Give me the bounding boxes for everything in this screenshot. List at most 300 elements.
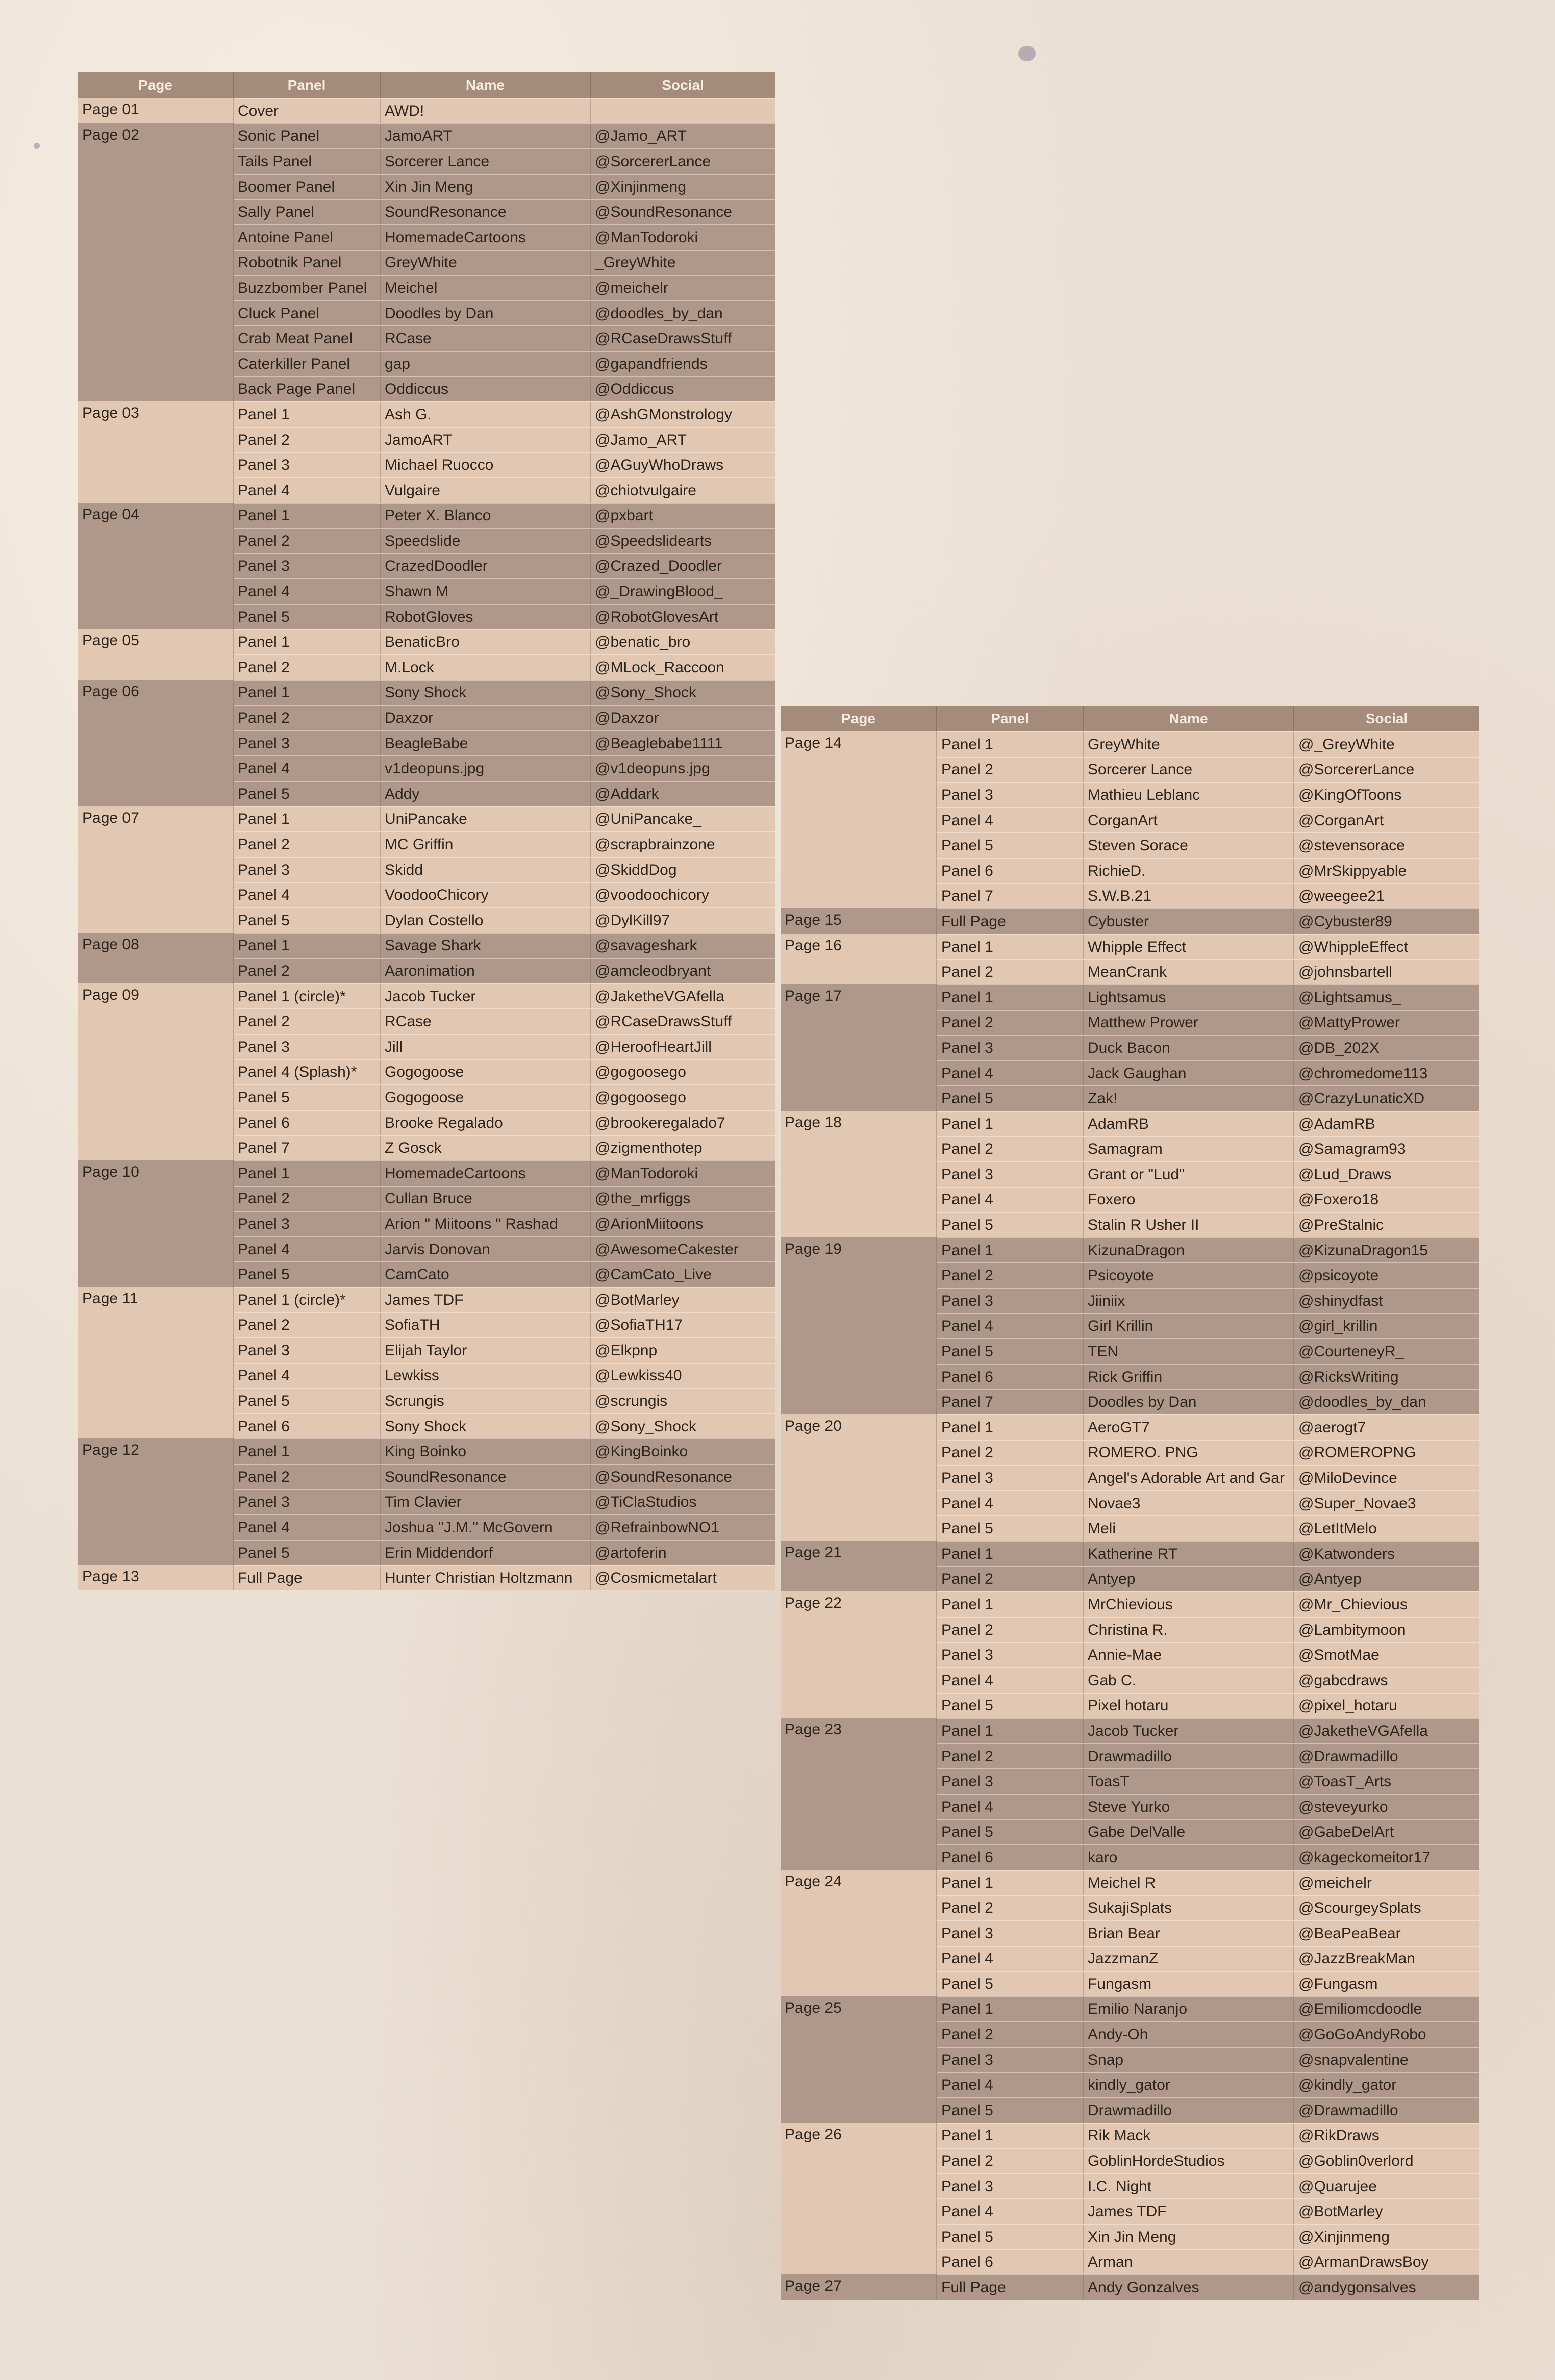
- table-row: [234, 325, 775, 351]
- social-cell: @JaketheVGAfella: [595, 988, 724, 1005]
- header-panel: Panel: [234, 72, 381, 98]
- table-row: [234, 907, 775, 933]
- name-cell: I.C. Night: [1084, 2174, 1294, 2199]
- table-row: [234, 933, 775, 958]
- panel-cell: Panel 4: [234, 478, 381, 503]
- name-cell: Katherine RT: [1084, 1542, 1294, 1566]
- table-row: [234, 882, 775, 907]
- panel-cell: Panel 5: [234, 1541, 381, 1565]
- panel-cell: Panel 4: [234, 579, 381, 604]
- social-cell: @ToasT_Arts: [1298, 1773, 1392, 1790]
- social-cell: @stevensorace: [1298, 837, 1405, 854]
- name-cell: Michael Ruocco: [381, 453, 591, 477]
- table-row: [234, 1186, 775, 1211]
- credits-table-right: [781, 706, 1479, 2300]
- name-cell: Sorcerer Lance: [1084, 758, 1294, 782]
- social-cell: @Oddiccus: [595, 381, 674, 398]
- panel-cell: Panel 1: [234, 1161, 381, 1186]
- name-cell: Doodles by Dan: [1084, 1390, 1294, 1414]
- table-row: [937, 1844, 1479, 1870]
- panel-cell: Panel 1: [234, 681, 381, 705]
- page-group: [78, 806, 775, 933]
- table-row: [937, 1971, 1479, 1996]
- panel-cell: Panel 1: [937, 1871, 1084, 1895]
- table-row: [234, 680, 775, 705]
- panel-cell: Caterkiller Panel: [234, 352, 381, 376]
- name-cell: RCase: [381, 1009, 591, 1034]
- panel-cell: Panel 4: [937, 1795, 1084, 1819]
- page-cell: Page 16: [781, 934, 937, 984]
- social-cell: @artoferin: [595, 1544, 667, 1561]
- panel-cell: Cluck Panel: [234, 301, 381, 326]
- name-cell: AeroGT7: [1084, 1415, 1294, 1440]
- name-cell: Pixel hotaru: [1084, 1694, 1294, 1718]
- page-cell: Page 23: [781, 1718, 937, 1870]
- table-row: [234, 629, 775, 654]
- name-cell: Sorcerer Lance: [381, 149, 591, 174]
- table-row: [937, 1996, 1479, 2022]
- name-cell: CamCato: [381, 1262, 591, 1287]
- table-row: [234, 1287, 775, 1312]
- social-cell: @doodles_by_dan: [1298, 1394, 1426, 1411]
- panel-cell: Panel 1: [937, 985, 1084, 1010]
- page-group: [78, 1287, 775, 1439]
- social-cell: @GabeDelArt: [1298, 1824, 1394, 1841]
- name-cell: SukajiSplats: [1084, 1896, 1294, 1920]
- table-row: [937, 1414, 1479, 1440]
- name-cell: Joshua "J.M." McGovern: [381, 1515, 591, 1540]
- social-cell: @ManTodoroki: [595, 229, 698, 246]
- panel-cell: Buzzbomber Panel: [234, 276, 381, 300]
- table-row: [937, 1617, 1479, 1642]
- social-cell: @JaketheVGAfella: [1298, 1722, 1428, 1739]
- page-group: [78, 503, 775, 629]
- panel-cell: Panel 2: [234, 428, 381, 452]
- panel-cell: Panel 7: [234, 1136, 381, 1160]
- name-cell: BeagleBabe: [381, 731, 591, 756]
- page-cell: Page 05: [78, 629, 234, 679]
- social-cell: @BotMarley: [1298, 2203, 1383, 2220]
- table-row: [937, 2224, 1479, 2249]
- name-cell: Z Gosck: [381, 1136, 591, 1160]
- table-row: [937, 1895, 1479, 1920]
- panel-cell: Panel 6: [937, 1365, 1084, 1389]
- table-row: [234, 1059, 775, 1085]
- page-group: [78, 680, 775, 806]
- social-cell: @AGuyWhoDraws: [595, 457, 724, 474]
- social-cell: @weegee21: [1298, 888, 1385, 905]
- ink-speck: [34, 143, 40, 149]
- name-cell: MC Griffin: [381, 832, 591, 857]
- table-header: [78, 72, 775, 98]
- name-cell: Gogogoose: [381, 1060, 591, 1085]
- page-cell: Page 19: [781, 1237, 937, 1414]
- social-cell: @ROMEROPNG: [1298, 1444, 1416, 1461]
- social-cell: @shinydfast: [1298, 1292, 1383, 1309]
- social-cell: @Daxzor: [595, 710, 659, 727]
- table-row: [937, 1085, 1479, 1111]
- panel-cell: Panel 4: [937, 1061, 1084, 1086]
- table-body: [78, 98, 775, 1590]
- name-cell: v1deopuns.jpg: [381, 756, 591, 781]
- name-cell: Rick Griffin: [1084, 1365, 1294, 1389]
- social-cell: @Drawmadillo: [1298, 2102, 1398, 2119]
- page-cell: Page 18: [781, 1111, 937, 1237]
- table-row: [234, 376, 775, 402]
- panel-cell: Panel 1: [937, 2124, 1084, 2148]
- header-social: Social: [1365, 711, 1408, 726]
- panel-cell: Panel 5: [234, 1262, 381, 1287]
- ink-blot: [1018, 46, 1036, 61]
- panel-cell: Panel 3: [234, 1490, 381, 1515]
- table-row: [937, 2274, 1479, 2300]
- panel-cell: Panel 2: [234, 706, 381, 730]
- panel-cell: Panel 2: [937, 1618, 1084, 1642]
- page-cell: Page 20: [781, 1414, 937, 1541]
- social-cell: @the_mrfiggs: [595, 1190, 691, 1207]
- social-cell: @Foxero18: [1298, 1191, 1379, 1208]
- table-row: [937, 807, 1479, 833]
- panel-cell: Panel 3: [937, 1921, 1084, 1946]
- social-cell: @KingBoinko: [595, 1443, 688, 1460]
- table-row: [234, 224, 775, 250]
- name-cell: Sony Shock: [381, 681, 591, 705]
- page-group: [78, 401, 775, 502]
- table-row: [937, 2198, 1479, 2224]
- social-cell: @DB_202X: [1298, 1039, 1380, 1056]
- page-cell: Page 27: [781, 2274, 937, 2300]
- table-row: [937, 2173, 1479, 2199]
- panel-cell: Panel 2: [234, 1313, 381, 1338]
- panel-cell: Tails Panel: [234, 149, 381, 174]
- name-cell: Addy: [381, 782, 591, 806]
- panel-cell: Panel 3: [937, 1162, 1084, 1187]
- social-cell: @GoGoAndyRobo: [1298, 2026, 1426, 2043]
- name-cell: Steve Yurko: [1084, 1795, 1294, 1819]
- panel-cell: Panel 5: [937, 2098, 1084, 2123]
- table-row: [937, 1490, 1479, 1516]
- table-row: [234, 1337, 775, 1363]
- page-cell: Page 09: [78, 983, 234, 1160]
- name-cell: Foxero: [1084, 1188, 1294, 1212]
- name-cell: Novae3: [1084, 1491, 1294, 1516]
- page-cell: Page 08: [78, 933, 234, 983]
- table-row: [937, 1465, 1479, 1490]
- name-cell: MeanCrank: [1084, 960, 1294, 984]
- panel-cell: Panel 3: [937, 1289, 1084, 1313]
- name-cell: Stalin R Usher II: [1084, 1213, 1294, 1237]
- name-cell: Cybuster: [1084, 909, 1294, 934]
- social-cell: @Samagram93: [1298, 1141, 1406, 1158]
- name-cell: Girl Krillin: [1084, 1314, 1294, 1339]
- panel-cell: Panel 5: [234, 605, 381, 629]
- page-cell: Page 03: [78, 401, 234, 502]
- panel-cell: Panel 2: [937, 1896, 1084, 1920]
- name-cell: James TDF: [1084, 2199, 1294, 2224]
- panel-cell: Panel 1: [234, 1439, 381, 1464]
- social-cell: @Antyep: [1298, 1571, 1362, 1588]
- panel-cell: Panel 2: [234, 959, 381, 983]
- panel-cell: Sally Panel: [234, 200, 381, 224]
- social-cell: @BeaPeaBear: [1298, 1925, 1401, 1942]
- table-header: [781, 706, 1479, 731]
- table-row: [234, 1034, 775, 1059]
- name-cell: RichieD.: [1084, 859, 1294, 883]
- social-cell: @MrSkippyable: [1298, 862, 1407, 879]
- social-cell: @UniPancake_: [595, 811, 701, 828]
- social-cell: @SoundResonance: [595, 204, 732, 221]
- panel-cell: Panel 4: [937, 1188, 1084, 1212]
- social-cell: @Fungasm: [1298, 1975, 1378, 1992]
- panel-cell: Panel 2: [234, 1465, 381, 1489]
- table-row: [937, 883, 1479, 909]
- name-cell: Erin Middendorf: [381, 1541, 591, 1565]
- panel-cell: Panel 4: [234, 1515, 381, 1540]
- table-row: [234, 503, 775, 528]
- panel-cell: Panel 4: [234, 1364, 381, 1388]
- social-cell: @johnsbartell: [1298, 964, 1392, 981]
- name-cell: Oddiccus: [381, 377, 591, 402]
- social-cell: @PreStalnic: [1298, 1217, 1384, 1234]
- panel-cell: Panel 3: [937, 2048, 1084, 2072]
- panel-cell: Panel 2: [234, 1187, 381, 1211]
- name-cell: Gogogoose: [381, 1085, 591, 1110]
- panel-cell: Panel 6: [937, 859, 1084, 883]
- panel-cell: Panel 3: [937, 1036, 1084, 1060]
- social-cell: @ArionMiitoons: [595, 1215, 704, 1232]
- name-cell: Gabe DelValle: [1084, 1820, 1294, 1845]
- social-cell: @AshGMonstrology: [595, 406, 732, 423]
- social-cell: @Jamo_ART: [595, 128, 687, 145]
- social-cell: @Lewkiss40: [595, 1367, 682, 1384]
- social-cell: @SorcererLance: [595, 153, 711, 170]
- social-cell: @JazzBreakMan: [1298, 1950, 1415, 1967]
- table-row: [234, 1388, 775, 1413]
- name-cell: Mathieu Leblanc: [1084, 783, 1294, 807]
- social-cell: @SorcererLance: [1298, 761, 1415, 778]
- table-row: [234, 857, 775, 882]
- panel-cell: Panel 2: [234, 1009, 381, 1034]
- header-page: Page: [78, 72, 234, 98]
- table-row: [234, 654, 775, 680]
- name-cell: MrChievious: [1084, 1592, 1294, 1617]
- social-cell: @LetItMelo: [1298, 1520, 1377, 1537]
- table-row: [937, 1440, 1479, 1465]
- panel-cell: Robotnik Panel: [234, 251, 381, 275]
- panel-cell: Panel 4: [937, 1491, 1084, 1516]
- name-cell: Xin Jin Meng: [1084, 2225, 1294, 2249]
- table-row: [234, 1160, 775, 1186]
- social-cell: @kageckomeitor17: [1298, 1849, 1431, 1866]
- table-row: [937, 1035, 1479, 1060]
- name-cell: CorganArt: [1084, 808, 1294, 833]
- name-cell: Zak!: [1084, 1086, 1294, 1111]
- table-row: [937, 1010, 1479, 1035]
- social-cell: @_DrawingBlood_: [595, 583, 723, 600]
- page-group: [78, 1160, 775, 1287]
- name-cell: Brooke Regalado: [381, 1111, 591, 1135]
- page-cell: Page 04: [78, 503, 234, 629]
- social-cell: @SkiddDog: [595, 861, 677, 878]
- name-cell: KizunaDragon: [1084, 1238, 1294, 1263]
- header-panel: Panel: [937, 706, 1084, 731]
- panel-cell: Panel 5: [937, 1086, 1084, 1111]
- page-cell: Page 25: [781, 1996, 937, 2123]
- table-row: [234, 755, 775, 781]
- table-row: [937, 832, 1479, 858]
- social-cell: @pxbart: [595, 507, 653, 524]
- social-cell: @RCaseDrawsStuff: [595, 1013, 732, 1030]
- name-cell: Matthew Prower: [1084, 1011, 1294, 1035]
- panel-cell: Panel 6: [234, 1111, 381, 1135]
- table-row: [234, 199, 775, 224]
- name-cell: Annie-Mae: [1084, 1643, 1294, 1667]
- table-row: [234, 1211, 775, 1236]
- table-row: [937, 1364, 1479, 1389]
- panel-cell: Panel 1: [937, 1112, 1084, 1136]
- name-cell: GoblinHordeStudios: [1084, 2149, 1294, 2173]
- name-cell: Brian Bear: [1084, 1921, 1294, 1946]
- panel-cell: Panel 1: [234, 504, 381, 528]
- social-cell: @Goblin0verlord: [1298, 2153, 1414, 2170]
- panel-cell: Panel 3: [937, 2174, 1084, 2199]
- table-row: [234, 1236, 775, 1262]
- panel-cell: Panel 5: [937, 1820, 1084, 1845]
- social-cell: @RicksWriting: [1298, 1368, 1399, 1385]
- name-cell: Jill: [381, 1035, 591, 1059]
- table-row: [937, 1870, 1479, 1895]
- name-cell: SoundResonance: [381, 1465, 591, 1489]
- name-cell: Meichel: [381, 276, 591, 300]
- panel-cell: Panel 7: [937, 1390, 1084, 1414]
- table-row: [234, 250, 775, 275]
- name-cell: Samagram: [1084, 1137, 1294, 1162]
- panel-cell: Panel 4: [234, 756, 381, 781]
- social-cell: @Sony_Shock: [595, 684, 696, 701]
- name-cell: HomemadeCartoons: [381, 225, 591, 250]
- name-cell: Angel's Adorable Art and Gar: [1084, 1466, 1294, 1490]
- name-cell: Lightsamus: [1084, 985, 1294, 1010]
- name-cell: Doodles by Dan: [381, 301, 591, 326]
- name-cell: Vulgaire: [381, 478, 591, 503]
- social-cell: @meichelr: [595, 279, 668, 296]
- table-row: [937, 2021, 1479, 2047]
- name-cell: GreyWhite: [1084, 732, 1294, 757]
- page-cell: Page 14: [781, 731, 937, 908]
- table-row: [937, 1946, 1479, 1971]
- header-name: Name: [1084, 706, 1294, 731]
- name-cell: Christina R.: [1084, 1618, 1294, 1642]
- name-cell: UniPancake: [381, 807, 591, 832]
- panel-cell: Panel 3: [937, 1643, 1084, 1667]
- name-cell: SoundResonance: [381, 200, 591, 224]
- panel-cell: Panel 1: [234, 807, 381, 832]
- social-cell: @KizunaDragon15: [1298, 1242, 1428, 1259]
- social-cell: @MiloDevince: [1298, 1470, 1397, 1487]
- name-cell: Drawmadillo: [1084, 1744, 1294, 1769]
- name-cell: Elijah Taylor: [381, 1338, 591, 1363]
- table-row: [937, 1313, 1479, 1339]
- name-cell: Scrungis: [381, 1389, 591, 1413]
- name-cell: Dylan Costello: [381, 908, 591, 933]
- panel-cell: Back Page Panel: [234, 377, 381, 402]
- social-cell: @SoundResonance: [595, 1468, 732, 1485]
- panel-cell: Antoine Panel: [234, 225, 381, 250]
- table-row: [234, 98, 775, 123]
- table-row: [234, 806, 775, 832]
- table-row: [234, 300, 775, 326]
- name-cell: Xin Jin Meng: [381, 175, 591, 199]
- panel-cell: Panel 2: [937, 2149, 1084, 2173]
- panel-cell: Panel 2: [234, 529, 381, 553]
- name-cell: Rik Mack: [1084, 2124, 1294, 2148]
- header-name: Name: [381, 72, 591, 98]
- social-cell: @RCaseDrawsStuff: [595, 330, 732, 347]
- social-cell: @AwesomeCakester: [595, 1240, 739, 1258]
- name-cell: Cullan Bruce: [381, 1187, 591, 1211]
- page-group: [781, 1414, 1479, 1541]
- name-cell: JamoART: [381, 124, 591, 149]
- panel-cell: Cover: [234, 99, 381, 123]
- social-cell: @Xinjinmeng: [1298, 2228, 1390, 2245]
- name-cell: Sony Shock: [381, 1414, 591, 1439]
- header-social: Social: [662, 77, 704, 93]
- panel-cell: Panel 1: [937, 1997, 1084, 2022]
- social-cell: @_GreyWhite: [1298, 736, 1395, 753]
- social-cell: @Quarujee: [1298, 2178, 1377, 2195]
- table-row: [234, 427, 775, 452]
- page-group: [781, 1111, 1479, 1237]
- social-cell: @ArmanDrawsBoy: [1298, 2254, 1429, 2271]
- page-group: [781, 1996, 1479, 2123]
- name-cell: Jack Gaughan: [1084, 1061, 1294, 1086]
- panel-cell: Full Page: [937, 909, 1084, 934]
- table-row: [234, 1565, 775, 1590]
- name-cell: RobotGloves: [381, 605, 591, 629]
- social-cell: @SofiaTH17: [595, 1316, 683, 1334]
- name-cell: JazzmanZ: [1084, 1947, 1294, 1971]
- panel-cell: Panel 4: [937, 2073, 1084, 2097]
- table-row: [937, 1718, 1479, 1743]
- social-cell: @Addark: [595, 785, 659, 802]
- header-page: Page: [781, 706, 937, 731]
- name-cell: Meichel R: [1084, 1871, 1294, 1895]
- panel-cell: Panel 3: [234, 858, 381, 882]
- panel-cell: Panel 1: [234, 934, 381, 958]
- table-row: [234, 1438, 775, 1464]
- name-cell: BenaticBro: [381, 630, 591, 654]
- name-cell: Snap: [1084, 2048, 1294, 2072]
- panel-cell: Sonic Panel: [234, 124, 381, 149]
- social-cell: @Cybuster89: [1298, 913, 1392, 930]
- table-row: [937, 1212, 1479, 1237]
- social-cell: @chiotvulgaire: [595, 482, 696, 499]
- page-group: [78, 933, 775, 983]
- table-row: [937, 1819, 1479, 1845]
- name-cell: Daxzor: [381, 706, 591, 730]
- page-group: [781, 2123, 1479, 2275]
- panel-cell: Panel 7: [937, 884, 1084, 909]
- name-cell: Ash G.: [381, 402, 591, 427]
- name-cell: Jarvis Donovan: [381, 1237, 591, 1262]
- page-cell: Page 06: [78, 680, 234, 806]
- table-row: [234, 578, 775, 604]
- table-row: [937, 1237, 1479, 1263]
- page-group: [78, 1438, 775, 1565]
- name-cell: Whipple Effect: [1084, 935, 1294, 959]
- name-cell: RCase: [381, 326, 591, 351]
- social-cell: @benatic_bro: [595, 634, 691, 651]
